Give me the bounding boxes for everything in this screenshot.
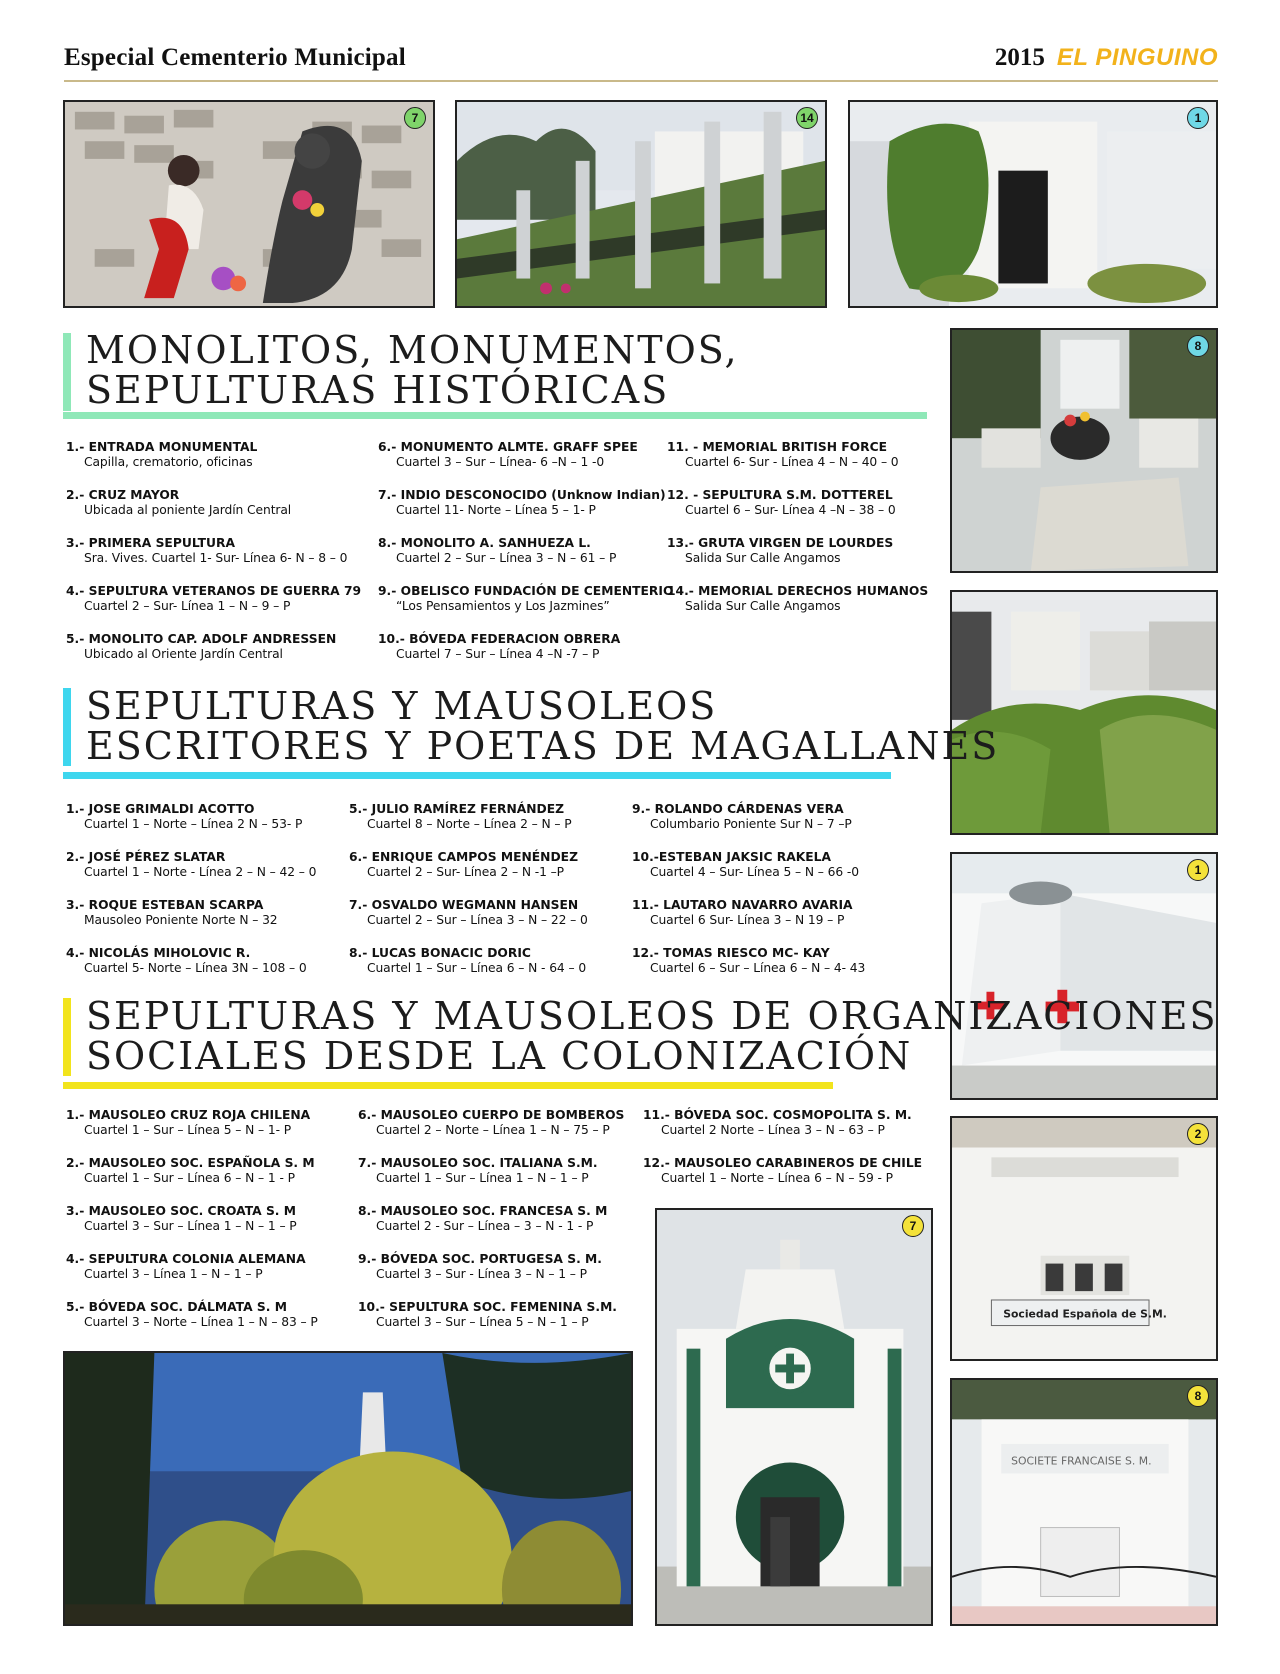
- entry-title: 9.- OBELISCO FUNDACIÓN DE CEMENTERIO: [378, 584, 674, 598]
- entry-title: 5.- JULIO RAMÍREZ FERNÁNDEZ: [349, 802, 565, 816]
- entry-location: Capilla, crematorio, oficinas: [84, 455, 253, 469]
- list-item: [66, 802, 346, 832]
- list-item: [66, 850, 346, 880]
- entry-location: Cuartel 2 – Sur – Línea 3 – N – 61 – P: [396, 551, 617, 565]
- list-item: [667, 584, 937, 614]
- list-item: [378, 488, 668, 518]
- photo-number-badge: 7: [902, 1215, 924, 1237]
- entry-title: 7.- OSVALDO WEGMANN HANSEN: [349, 898, 579, 912]
- list-item: [632, 802, 932, 832]
- entry-location: Cuartel 2 Norte – Línea 3 – N – 63 – P: [661, 1123, 885, 1137]
- entry-location: Cuartel 6 – Sur- Línea 4 –N – 38 – 0: [685, 503, 896, 517]
- entry-location: Cuartel 1 – Norte – Línea 6 – N – 59 - P: [661, 1171, 893, 1185]
- list-item: [66, 1252, 346, 1282]
- section-3-column-3: [643, 1108, 943, 1204]
- photo-number-badge: 14: [796, 107, 818, 129]
- list-item: [66, 1156, 346, 1186]
- list-item: [358, 1156, 638, 1186]
- list-item: [66, 898, 346, 928]
- entry-title: 2.- MAUSOLEO SOC. ESPAÑOLA S. M: [66, 1156, 315, 1170]
- entry-location: Cuartel 3 – Sur – Línea- 6 –N – 1 -0: [396, 455, 605, 469]
- entry-title: 12.- MAUSOLEO CARABINEROS DE CHILE: [643, 1156, 923, 1170]
- entry-location: “Los Pensamientos y Los Jazmines”: [396, 599, 610, 613]
- entry-title: 8.- LUCAS BONACIC DORIC: [349, 946, 531, 960]
- photo-number-badge: 2: [1187, 1123, 1209, 1145]
- svg-text:Sociedad Española de S.M.: Sociedad Española de S.M.: [1003, 1307, 1167, 1321]
- entry-title: 1.- JOSE GRIMALDI ACOTTO: [66, 802, 255, 816]
- entry-location: Columbario Poniente Sur N – 7 –P: [650, 817, 852, 831]
- photo-italian-mausoleum: [655, 1208, 933, 1626]
- photo-number-badge: 1: [1187, 107, 1209, 129]
- section-2-column-2: [349, 802, 629, 994]
- photo-societe-francaise: [950, 1378, 1218, 1626]
- entry-title: 2.- JOSÉ PÉREZ SLATAR: [66, 850, 226, 864]
- newspaper-logo: EL PINGUINO: [1056, 44, 1218, 71]
- entry-location: Cuartel 3 – Línea 1 – N – 1 – P: [84, 1267, 263, 1281]
- list-item: [643, 1156, 943, 1186]
- list-item: [378, 632, 668, 662]
- entry-location: Cuartel 3 – Sur – Línea 5 – N – 1 – P: [376, 1315, 589, 1329]
- photo-memorial-columns: [455, 100, 827, 308]
- section-2-column-3: [632, 802, 932, 994]
- entry-title: 6.- MONUMENTO ALMTE. GRAFF SPEE: [378, 440, 638, 454]
- photo-family-grave: [950, 328, 1218, 573]
- list-item: [66, 1300, 346, 1330]
- list-item: [66, 488, 366, 518]
- section-accent-bar: [63, 998, 71, 1076]
- section-title-escritores: SEPULTURAS Y MAUSOLEOS ESCRITORES Y POETAS DE MAGALLANES: [86, 684, 1000, 768]
- list-item: [667, 440, 937, 470]
- list-item: [378, 536, 668, 566]
- entry-location: Cuartel 11- Norte – Línea 5 – 1- P: [396, 503, 596, 517]
- entry-location: Ubicado al Oriente Jardín Central: [84, 647, 283, 661]
- entry-location: Mausoleo Poniente Norte N – 32: [84, 913, 278, 927]
- entry-title: 10.-ESTEBAN JAKSIC RAKELA: [632, 850, 832, 864]
- svg-text:SOCIETE FRANCAISE S. M.: SOCIETE FRANCAISE S. M.: [1011, 1454, 1152, 1468]
- entry-location: Cuartel 6- Sur - Línea 4 – N – 40 – 0: [685, 455, 899, 469]
- entry-location: Cuartel 1 – Norte - Línea 2 – N – 42 – 0: [84, 865, 317, 879]
- entry-location: Cuartel 2 – Norte – Línea 1 – N – 75 – P: [376, 1123, 610, 1137]
- entry-location: Cuartel 1 – Sur – Línea 1 – N – 1 – P: [376, 1171, 589, 1185]
- list-item: [66, 946, 346, 976]
- list-item: [632, 850, 932, 880]
- section-accent-bar: [63, 688, 71, 766]
- list-item: [349, 946, 629, 976]
- list-item: [378, 440, 668, 470]
- section-1-column-2: [378, 440, 674, 680]
- entry-location: Cuartel 1 – Norte – Línea 2 N – 53- P: [84, 817, 303, 831]
- entry-title: 7.- INDIO DESCONOCIDO (Unknow Indian): [378, 488, 666, 502]
- entry-location: Cuartel 3 – Norte – Línea 1 – N – 83 – P: [84, 1315, 318, 1329]
- section-1-column-3: [667, 440, 937, 632]
- masthead: [995, 44, 1218, 72]
- entry-title: 8.- MAUSOLEO SOC. FRANCESA S. M: [358, 1204, 608, 1218]
- entry-title: 1.- ENTRADA MONUMENTAL: [66, 440, 258, 454]
- list-item: [667, 488, 937, 518]
- entry-location: Salida Sur Calle Angamos: [685, 599, 841, 613]
- entry-location: Cuartel 2 – Sur – Línea 3 – N – 22 – 0: [367, 913, 588, 927]
- entry-location: Cuartel 7 – Sur – Línea 4 –N -7 – P: [396, 647, 600, 661]
- list-item: [66, 632, 366, 662]
- entry-location: Cuartel 1 – Sur – Línea 6 – N – 1 - P: [84, 1171, 295, 1185]
- list-item: [349, 898, 629, 928]
- entry-location: Sra. Vives. Cuartel 1- Sur- Línea 6- N – 8 – 0: [84, 551, 348, 565]
- entry-title: 10.- BÓVEDA FEDERACION OBRERA: [378, 632, 621, 646]
- entry-title: 2.- CRUZ MAYOR: [66, 488, 180, 502]
- entry-title: 11.- LAUTARO NAVARRO AVARIA: [632, 898, 853, 912]
- photo-number-badge: 8: [1187, 335, 1209, 357]
- photo-number-badge: 7: [404, 107, 426, 129]
- entry-location: Cuartel 3 – Sur - Línea 3 – N – 1 – P: [376, 1267, 587, 1281]
- section-accent-bar: [63, 333, 71, 411]
- list-item: [667, 536, 937, 566]
- entry-title: 3.- ROQUE ESTEBAN SCARPA: [66, 898, 264, 912]
- list-item: [66, 1108, 346, 1138]
- entry-title: 9.- BÓVEDA SOC. PORTUGESA S. M.: [358, 1252, 602, 1266]
- list-item: [349, 850, 629, 880]
- list-item: [66, 1204, 346, 1234]
- section-2-column-1: [66, 802, 346, 994]
- entry-title: 4.- SEPULTURA VETERANOS DE GUERRA 79: [66, 584, 362, 598]
- entry-title: 13.- GRUTA VIRGEN DE LOURDES: [667, 536, 894, 550]
- section-3-column-1: [66, 1108, 346, 1348]
- photo-number-badge: 8: [1187, 1385, 1209, 1407]
- entry-title: 7.- MAUSOLEO SOC. ITALIANA S.M.: [358, 1156, 598, 1170]
- entry-title: 4.- NICOLÁS MIHOLOVIC R.: [66, 946, 251, 960]
- section-rule: [63, 1082, 833, 1089]
- entry-location: Cuartel 1 – Sur – Línea 5 – N – 1- P: [84, 1123, 292, 1137]
- list-item: [66, 584, 366, 614]
- entry-title: 6.- ENRIQUE CAMPOS MENÉNDEZ: [349, 850, 578, 864]
- entry-location: Cuartel 3 – Sur – Línea 1 – N – 1 – P: [84, 1219, 297, 1233]
- list-item: [358, 1300, 638, 1330]
- list-item: [358, 1204, 638, 1234]
- entry-title: 10.- SEPULTURA SOC. FEMENINA S.M.: [358, 1300, 617, 1314]
- entry-title: 9.- ROLANDO CÁRDENAS VERA: [632, 802, 844, 816]
- entry-location: Cuartel 4 – Sur- Línea 5 – N – 66 -0: [650, 865, 859, 879]
- entry-location: Ubicada al poniente Jardín Central: [84, 503, 292, 517]
- entry-title: 5.- MONOLITO CAP. ADOLF ANDRESSEN: [66, 632, 337, 646]
- photo-topiary-cypress: [63, 1351, 633, 1626]
- entry-location: Salida Sur Calle Angamos: [685, 551, 841, 565]
- list-item: [358, 1108, 638, 1138]
- edition-year: 2015: [994, 44, 1045, 71]
- entry-title: 14.- MEMORIAL DERECHOS HUMANOS: [667, 584, 929, 598]
- entry-location: Cuartel 2 – Sur- Línea 2 – N -1 –P: [367, 865, 564, 879]
- entry-title: 12.- TOMAS RIESCO MC- KAY: [632, 946, 830, 960]
- entry-title: 1.- MAUSOLEO CRUZ ROJA CHILENA: [66, 1108, 311, 1122]
- entry-title: 11.- BÓVEDA SOC. COSMOPOLITA S. M.: [643, 1108, 912, 1122]
- entry-location: Cuartel 2 - Sur – Línea – 3 – N - 1 - P: [376, 1219, 594, 1233]
- list-item: [632, 946, 932, 976]
- entry-title: 3.- MAUSOLEO SOC. CROATA S. M: [66, 1204, 296, 1218]
- entry-location: Cuartel 1 – Sur – Línea 6 – N - 64 – 0: [367, 961, 587, 975]
- entry-location: Cuartel 6 – Sur – Línea 6 – N – 4- 43: [650, 961, 866, 975]
- list-item: [358, 1252, 638, 1282]
- entry-location: Cuartel 6 Sur- Línea 3 – N 19 – P: [650, 913, 845, 927]
- list-item: [378, 584, 674, 614]
- entry-title: 12. - SEPULTURA S.M. DOTTEREL: [667, 488, 893, 502]
- list-item: [349, 802, 629, 832]
- list-item: [66, 440, 366, 470]
- entry-title: 5.- BÓVEDA SOC. DÁLMATA S. M: [66, 1300, 287, 1314]
- list-item: [66, 536, 366, 566]
- entry-title: 4.- SEPULTURA COLONIA ALEMANA: [66, 1252, 306, 1266]
- section-rule: [63, 772, 891, 779]
- entry-location: Cuartel 5- Norte – Línea 3N – 108 – 0: [84, 961, 307, 975]
- photo-number-badge: 1: [1187, 859, 1209, 881]
- section-title-historicas: MONOLITOS, MONUMENTOS, SEPULTURAS HISTÓRICAS: [86, 328, 739, 412]
- photo-mausoleum-ivy: [848, 100, 1218, 308]
- entry-location: Cuartel 8 – Norte – Línea 2 – N – P: [367, 817, 572, 831]
- page-section-label: Especial Cementerio Municipal: [64, 44, 406, 71]
- entry-title: 11. - MEMORIAL BRITISH FORCE: [667, 440, 888, 454]
- entry-title: 3.- PRIMERA SEPULTURA: [66, 536, 235, 550]
- section-title-organizaciones: SEPULTURAS Y MAUSOLEOS DE ORGANIZACIONES SOCIALES DESDE LA COLONIZACIÓN: [86, 994, 1218, 1078]
- entry-location: Cuartel 2 – Sur- Línea 1 – N – 9 – P: [84, 599, 291, 613]
- section-rule: [63, 412, 927, 419]
- header-divider: [64, 80, 1218, 82]
- photo-tomb-wall-statue: [63, 100, 435, 308]
- section-1-column-1: [66, 440, 366, 680]
- entry-title: 6.- MAUSOLEO CUERPO DE BOMBEROS: [358, 1108, 625, 1122]
- entry-title: 8.- MONOLITO A. SANHUEZA L.: [378, 536, 591, 550]
- section-3-column-2: [358, 1108, 638, 1348]
- photo-sociedad-espanola: [950, 1116, 1218, 1361]
- list-item: [632, 898, 932, 928]
- list-item: [643, 1108, 943, 1138]
